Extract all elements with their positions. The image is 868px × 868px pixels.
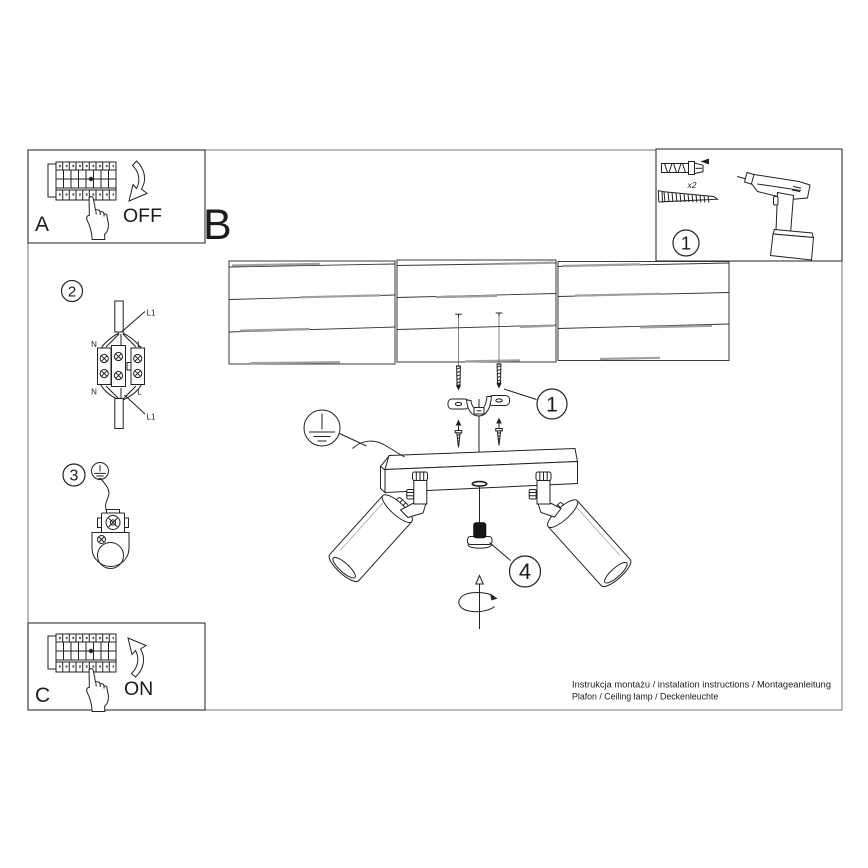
earth-symbol-leader xyxy=(340,434,367,447)
anchor-quantity-label: x2 xyxy=(687,180,697,190)
power-on-label: ON xyxy=(124,678,154,700)
lock-knob-icon xyxy=(468,523,493,549)
section-b-label: B xyxy=(203,201,232,249)
circuit-breaker-panel-icon xyxy=(48,162,116,200)
step-a-label: A xyxy=(35,213,50,236)
label-l1-bottom: L1 xyxy=(146,412,156,422)
footer-line-1: Instrukcja montażu / instalation instructions / Montageanleitung xyxy=(572,679,832,690)
footer-line-2: Plafon / Ceiling lamp / Deckenleuchte xyxy=(572,691,719,702)
knob-socket-slot xyxy=(472,482,486,486)
earth-ground-icon-large xyxy=(304,410,340,446)
ceiling-planks xyxy=(229,260,729,366)
kit-step-number: 1 xyxy=(680,232,692,254)
step-1-number: 1 xyxy=(546,393,558,417)
spotlight-head-left xyxy=(325,488,418,585)
screw-lower-left-icon xyxy=(455,420,462,448)
earth-terminal-icon xyxy=(98,510,129,533)
mounting-bracket-end-icon xyxy=(92,533,129,569)
rotate-to-fasten-icon xyxy=(459,576,498,630)
supply-cable-bottom xyxy=(115,399,123,429)
circuit-breaker-panel-icon-c xyxy=(48,634,116,672)
power-cord xyxy=(353,441,405,457)
label-l1-top: L1 xyxy=(146,308,156,318)
terminal-block xyxy=(98,346,145,387)
step-4-number: 4 xyxy=(518,559,532,585)
screw-lower-right-icon xyxy=(496,418,503,446)
step-4-leader-line xyxy=(490,543,511,561)
power-off-label: OFF xyxy=(123,205,162,227)
step-a-power-off xyxy=(28,150,205,243)
step-1-mounting-bracket xyxy=(448,364,567,453)
ceiling-panel-middle xyxy=(397,260,556,362)
earth-ground-icon-small xyxy=(92,463,109,480)
l1-top-leader xyxy=(122,312,145,332)
step-c-power-on xyxy=(28,623,205,712)
screw-upper-right-icon xyxy=(496,364,501,389)
label-l-top: L xyxy=(137,340,142,349)
lamp-assembly xyxy=(304,410,635,629)
screw-upper-left-icon xyxy=(456,366,461,391)
ceiling-panel-left xyxy=(229,261,395,364)
step-2-wiring xyxy=(62,281,156,429)
earth-wire xyxy=(102,480,109,513)
label-l-bottom: L xyxy=(137,387,142,397)
step-2-number: 2 xyxy=(67,283,77,301)
label-n-bottom: N xyxy=(91,387,97,397)
l1-bottom-leader xyxy=(125,395,146,414)
step-3-number: 3 xyxy=(69,467,79,485)
fixing-kit-box xyxy=(656,149,842,261)
supply-cable-top xyxy=(115,301,123,332)
step-3-earth-connection xyxy=(63,463,129,569)
footer-title-block xyxy=(572,680,831,702)
step-c-label: C xyxy=(35,684,51,707)
ceiling-panel-right xyxy=(558,262,729,361)
label-n-top: N xyxy=(91,340,97,349)
